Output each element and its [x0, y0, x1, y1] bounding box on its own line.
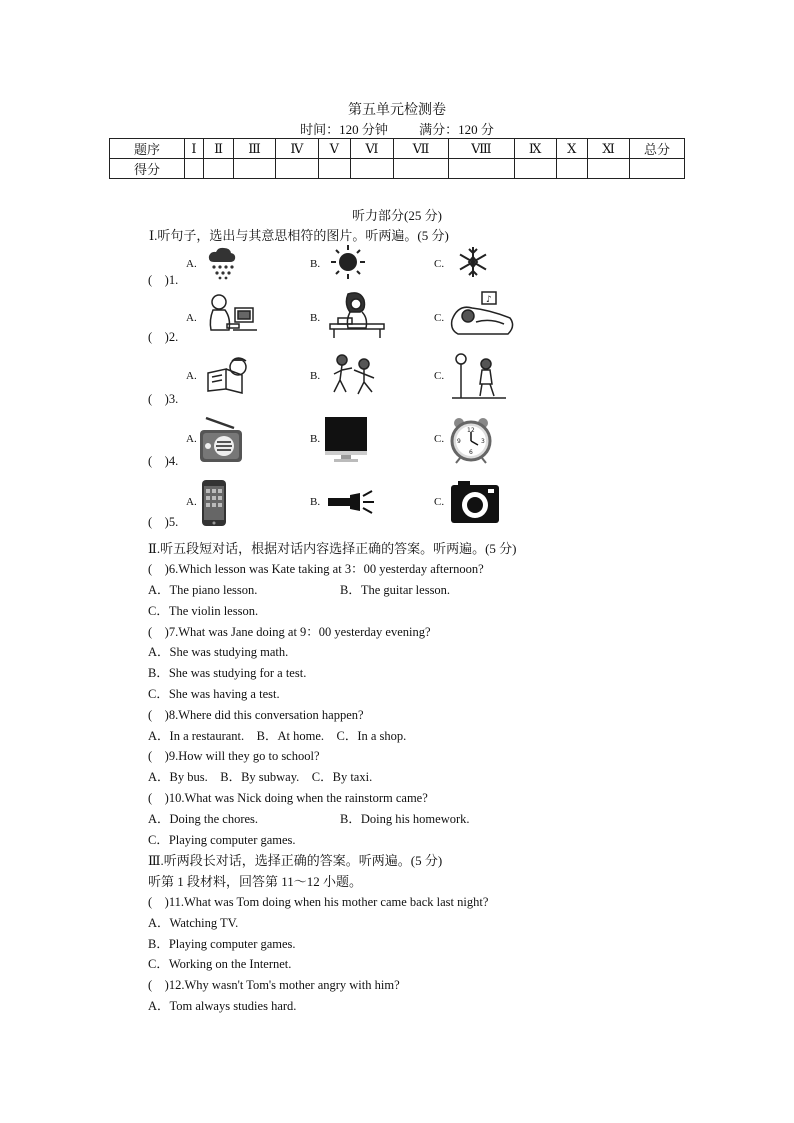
question-6-option-b: B．The guitar lesson.: [340, 583, 451, 597]
question-11-option-b: B．Playing computer games.: [148, 937, 296, 951]
girl-writing-icon: [326, 290, 388, 340]
person-sleeping-icon: [450, 290, 518, 338]
score-table-header-row: [110, 139, 685, 159]
table-cell: 得分: [110, 159, 185, 179]
question-12: ( )12.Why wasn't Tom's mother angry with him?: [148, 978, 400, 992]
man-at-bus-stop-icon: [452, 352, 506, 402]
table-cell: Ⅲ: [234, 139, 276, 159]
score-input-cell[interactable]: [394, 159, 449, 179]
option-a-label: A.: [186, 312, 197, 324]
question-7: ( )7.What was Jane doing at 9：00 yesterday evening?: [148, 625, 431, 639]
question-4: ( )4.: [148, 454, 179, 468]
table-cell: Ⅶ: [394, 139, 449, 159]
score-input-cell[interactable]: [185, 159, 204, 179]
table-cell: Ⅷ: [448, 139, 514, 159]
option-b-label: B.: [310, 433, 321, 445]
question-9-options: A．By bus. B．By subway. C．By taxi.: [148, 770, 373, 784]
table-cell: Ⅴ: [318, 139, 350, 159]
option-a-label: A.: [186, 370, 197, 382]
svg-text:6: 6: [469, 449, 473, 456]
svg-text:3: 3: [481, 438, 485, 445]
score-input-cell[interactable]: [588, 159, 630, 179]
snowflake-icon: [456, 245, 490, 279]
option-a-label: A.: [186, 258, 197, 270]
section-2-title: Ⅱ.听五段短对话，根据对话内容选择正确的答案。听两遍。(5 分): [148, 541, 517, 556]
time-limit: 时间：120 分钟: [300, 122, 388, 137]
section-3-subtitle: 听第 1 段材料，回答第 11～12 小题。: [148, 874, 363, 889]
question-12-option-a: A．Tom always studies hard.: [148, 999, 297, 1013]
option-a-label: A.: [186, 496, 197, 508]
table-cell: Ⅸ: [514, 139, 556, 159]
question-2: ( )2.: [148, 330, 179, 344]
flashlight-icon: [326, 489, 376, 515]
question-10: ( )10.What was Nick doing when the rainstorm came?: [148, 791, 428, 805]
rain-cloud-icon: [207, 246, 237, 280]
smartphone-icon: [201, 479, 227, 527]
svg-text:♪: ♪: [486, 295, 492, 305]
option-b-label: B.: [310, 370, 321, 382]
question-7-option-a: A．She was studying math.: [148, 645, 289, 659]
kids-playing-icon: [328, 352, 380, 398]
option-c-label: C.: [434, 496, 445, 508]
table-cell: Ⅱ: [203, 139, 233, 159]
score-input-cell[interactable]: [234, 159, 276, 179]
question-10-option-b: B．Doing his homework.: [340, 812, 470, 826]
question-6: ( )6.Which lesson was Kate taking at 3：00 yesterday afternoon?: [148, 562, 484, 576]
table-cell: Ⅵ: [350, 139, 393, 159]
exam-title: 第五单元检测卷: [348, 103, 446, 118]
option-c-label: C.: [434, 258, 445, 270]
option-b-label: B.: [310, 496, 321, 508]
person-at-computer-icon: [203, 290, 259, 338]
question-8: ( )8.Where did this conversation happen?: [148, 708, 364, 722]
svg-text:12: 12: [467, 427, 475, 434]
score-table: [109, 138, 685, 179]
table-cell: Ⅳ: [275, 139, 318, 159]
question-10-option-c: C．Playing computer games.: [148, 833, 296, 847]
question-11-option-a: A．Watching TV.: [148, 916, 239, 930]
question-9: ( )9.How will they go to school?: [148, 749, 320, 763]
camera-icon: [450, 480, 500, 524]
question-8-options: A．In a restaurant. B．At home. C．In a shop.: [148, 729, 407, 743]
table-cell: Ⅺ: [588, 139, 630, 159]
full-score: 满分：120 分: [419, 122, 494, 137]
radio-icon: [198, 416, 244, 464]
table-cell: 题序: [110, 139, 185, 159]
sun-icon: [330, 244, 366, 280]
question-6-option-c: C．The violin lesson.: [148, 604, 259, 618]
alarm-clock-icon: [448, 416, 494, 464]
section-1-title: Ⅰ.听句子，选出与其意思相符的图片。听两遍。(5 分): [149, 228, 449, 243]
person-reading-icon: [204, 355, 254, 395]
listening-part-title: 听力部分(25 分): [352, 208, 442, 223]
monitor-icon: [324, 416, 368, 464]
exam-subtitle: [0, 119, 794, 138]
section-3-title: Ⅲ.听两段长对话，选择正确的答案。听两遍。(5 分): [148, 853, 443, 868]
score-input-cell[interactable]: [448, 159, 514, 179]
score-input-cell[interactable]: [318, 159, 350, 179]
question-7-option-b: B．She was studying for a test.: [148, 666, 307, 680]
question-3: ( )3.: [148, 392, 179, 406]
question-5: ( )5.: [148, 515, 179, 529]
score-input-cell[interactable]: [556, 159, 588, 179]
question-11-option-c: C．Working on the Internet.: [148, 957, 292, 971]
table-cell: Ⅰ: [185, 139, 204, 159]
svg-text:9: 9: [457, 438, 461, 445]
question-10-option-a: A．Doing the chores.: [148, 812, 259, 826]
option-c-label: C.: [434, 312, 445, 324]
question-11: ( )11.What was Tom doing when his mother came back last night?: [148, 895, 489, 909]
table-cell: Ⅹ: [556, 139, 588, 159]
score-table-score-row: [110, 159, 685, 179]
question-7-option-c: C．She was having a test.: [148, 687, 280, 701]
score-input-cell[interactable]: [630, 159, 685, 179]
option-c-label: C.: [434, 370, 445, 382]
score-input-cell[interactable]: [350, 159, 393, 179]
option-b-label: B.: [310, 312, 321, 324]
question-6-option-a: A．The piano lesson.: [148, 583, 258, 597]
score-input-cell[interactable]: [514, 159, 556, 179]
table-cell: 总分: [630, 139, 685, 159]
option-a-label: A.: [186, 433, 197, 445]
score-input-cell[interactable]: [203, 159, 233, 179]
option-c-label: C.: [434, 433, 445, 445]
question-1: ( )1.: [148, 273, 179, 287]
option-b-label: B.: [310, 258, 321, 270]
score-input-cell[interactable]: [275, 159, 318, 179]
